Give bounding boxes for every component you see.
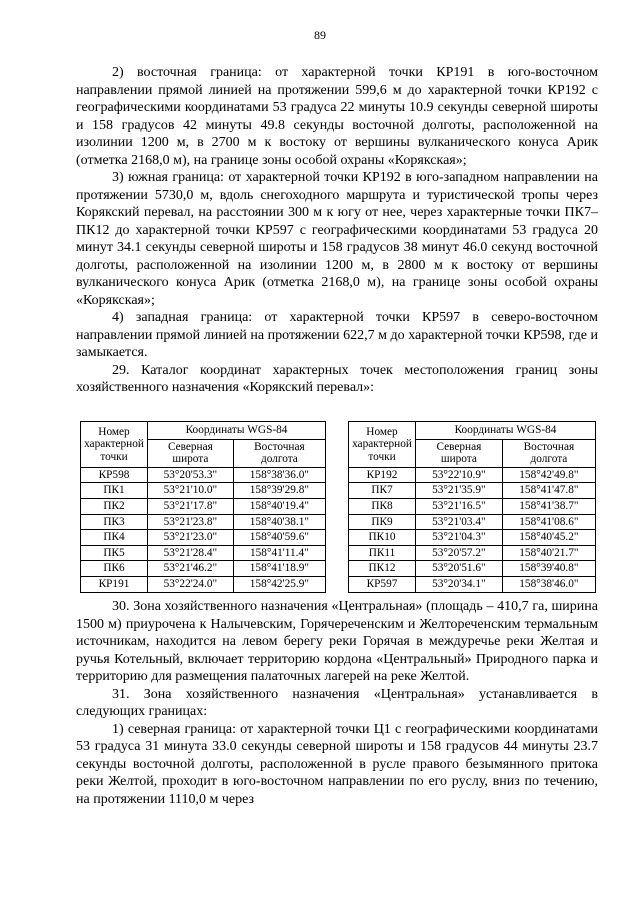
header-point-number: Номер характерной точки [349, 422, 416, 468]
point-id-cell: ПК11 [349, 545, 416, 561]
paragraph-zone-central: 30. Зона хозяйственного назначения «Центральная» (площадь – 410,7 га, ширина 1500 м) приурочена к Налычевским, Горячереченским и Желтореченским термальным источникам, находится на левом берегу реки Горячая в междуречье реки Желтая и ручья Котельный, включает территорию кордона «Центральный» Природного парка и территорию для размещения палаточных лагерей на реке Желтой. [76, 599, 598, 684]
point-id-cell: ПК4 [81, 530, 148, 546]
longitude-cell: 158°41'38.7" [502, 498, 595, 514]
paragraph-south-border: 3) южная граница: от характерной точки КР192 в юго-западном направлении на протяжении 5730,0 м, вдоль снегоходного маршрута и туристической тропы через Корякский перевал, на расстоянии 300 м к югу от нее, через характерные точки ПК7–ПК12 до характерной точки КР597 с географическими координатами 53 градуса 20 минут 34.1 секунды северной широты и 158 градусов 38 минут 46.0 секунд восточной долготы, расположенной на изолинии 1200 м, в 2800 м к востоку от вершины вулканического конуса Арик (отметка 2168,0 м), на границе зоны особой охраны «Корякская»; [76, 170, 598, 308]
point-id-cell: ПК1 [81, 483, 148, 499]
point-id-cell: ПК12 [349, 561, 416, 577]
latitude-cell: 53°21'17.8" [148, 498, 234, 514]
longitude-cell: 158°40'21.7" [502, 545, 595, 561]
header-coords: Координаты WGS-84 [148, 422, 326, 440]
table-row [81, 498, 326, 514]
longitude-cell: 158°41'47.8" [502, 483, 595, 499]
header-point-number: Номер характерной точки [81, 422, 148, 468]
page-number: 89 [314, 28, 326, 42]
latitude-cell: 53°22'24.0" [148, 576, 234, 592]
table-row [81, 467, 326, 483]
table-row [349, 483, 596, 499]
longitude-cell: 158°40'38.1" [233, 514, 325, 530]
latitude-cell: 53°20'51.6" [416, 561, 503, 577]
paragraph-east-border: 2) восточная граница: от характерной точки КР191 в юго-восточном направлении прямой линией на протяжении 599,6 м до характерной точки КР192 с географическими координатами 53 градуса 22 минуты 10.9 секунды северной широты и 158 градусов 42 минуты 49.8 секунды восточной долготы, расположенной на изолинии 1200 м, в 2700 м к востоку от вершины вулканического конуса Арик (отметка 2168,0 м), на границе зоны особой охраны «Корякская»; [76, 65, 598, 168]
bottom-text-block [76, 598, 598, 808]
paragraph-zone-borders-intro: 31. Зона хозяйственного назначения «Центральная» устанавливается в следующих границах: [76, 686, 598, 719]
point-id-cell: ПК7 [349, 483, 416, 499]
table-row [349, 467, 596, 483]
latitude-cell: 53°21'23.8" [148, 514, 234, 530]
point-id-cell: КР192 [349, 467, 416, 483]
top-text-block [76, 64, 598, 397]
table-row [81, 576, 326, 592]
header-latitude: Северная широта [416, 439, 503, 467]
table-row [349, 545, 596, 561]
point-id-cell: КР597 [349, 576, 416, 592]
point-id-cell: ПК8 [349, 498, 416, 514]
table-row [349, 561, 596, 577]
latitude-cell: 53°21'23.0" [148, 530, 234, 546]
point-id-cell: ПК10 [349, 530, 416, 546]
table-row [349, 576, 596, 592]
latitude-cell: 53°22'10.9" [416, 467, 503, 483]
latitude-cell: 53°21'46.2" [148, 561, 234, 577]
longitude-cell: 158°38'36.0" [233, 467, 325, 483]
table-row [81, 561, 326, 577]
point-id-cell: ПК2 [81, 498, 148, 514]
latitude-cell: 53°20'53.3" [148, 467, 234, 483]
coordinates-table-left [80, 421, 326, 593]
longitude-cell: 158°39'29.8" [233, 483, 325, 499]
header-latitude: Северная широта [148, 439, 234, 467]
table-row [349, 498, 596, 514]
longitude-cell: 158°40'59.6" [233, 530, 325, 546]
longitude-cell: 158°40'19.4" [233, 498, 325, 514]
header-longitude: Восточная долгота [502, 439, 595, 467]
table-row [81, 545, 326, 561]
coordinates-table-right [348, 421, 596, 593]
longitude-cell: 158°42'49.8" [502, 467, 595, 483]
latitude-cell: 53°20'34.1" [416, 576, 503, 592]
point-id-cell: ПК6 [81, 561, 148, 577]
longitude-cell: 158°41'11.4" [233, 545, 325, 561]
paragraph-north-border: 1) северная граница: от характерной точки Ц1 с географическими координатами 53 градуса 31 минута 33.0 секунды северной широты и 158 градусов 44 минуты 23.7 секунды восточной долготы, расположенной в русле правого безымянного притока реки Желтой, проходит в юго-восточном направлении по его руслу, вниз по течению, на протяжении 1110,0 м через [76, 721, 598, 807]
header-coords: Координаты WGS-84 [416, 422, 596, 440]
latitude-cell: 53°21'04.3" [416, 530, 503, 546]
table-row [81, 514, 326, 530]
point-id-cell: КР191 [81, 576, 148, 592]
latitude-cell: 53°21'35.9" [416, 483, 503, 499]
table-row [81, 483, 326, 499]
longitude-cell: 158°40'45.2" [502, 530, 595, 546]
point-id-cell: ПК9 [349, 514, 416, 530]
point-id-cell: КР598 [81, 467, 148, 483]
longitude-cell: 158°39'40.8" [502, 561, 595, 577]
paragraph-west-border: 4) западная граница: от характерной точки КР597 в северо-восточном направлении прямой линией на протяжении 622,7 м до характерной точки КР598, где и замыкается. [76, 310, 598, 360]
latitude-cell: 53°20'57.2" [416, 545, 503, 561]
longitude-cell: 158°42'25.9" [233, 576, 325, 592]
latitude-cell: 53°21'16.5" [416, 498, 503, 514]
latitude-cell: 53°21'10.0" [148, 483, 234, 499]
longitude-cell: 158°41'08.6" [502, 514, 595, 530]
table-row [349, 530, 596, 546]
table-row [81, 530, 326, 546]
latitude-cell: 53°21'03.4" [416, 514, 503, 530]
longitude-cell: 158°38'46.0" [502, 576, 595, 592]
latitude-cell: 53°21'28.4" [148, 545, 234, 561]
header-longitude: Восточная долгота [233, 439, 325, 467]
point-id-cell: ПК5 [81, 545, 148, 561]
longitude-cell: 158°41'18.9" [233, 561, 325, 577]
table-row [349, 514, 596, 530]
point-id-cell: ПК3 [81, 514, 148, 530]
paragraph-catalog-heading: 29. Каталог координат характерных точек местоположения границ зоны хозяйственного назначения «Корякский перевал»: [76, 362, 598, 395]
